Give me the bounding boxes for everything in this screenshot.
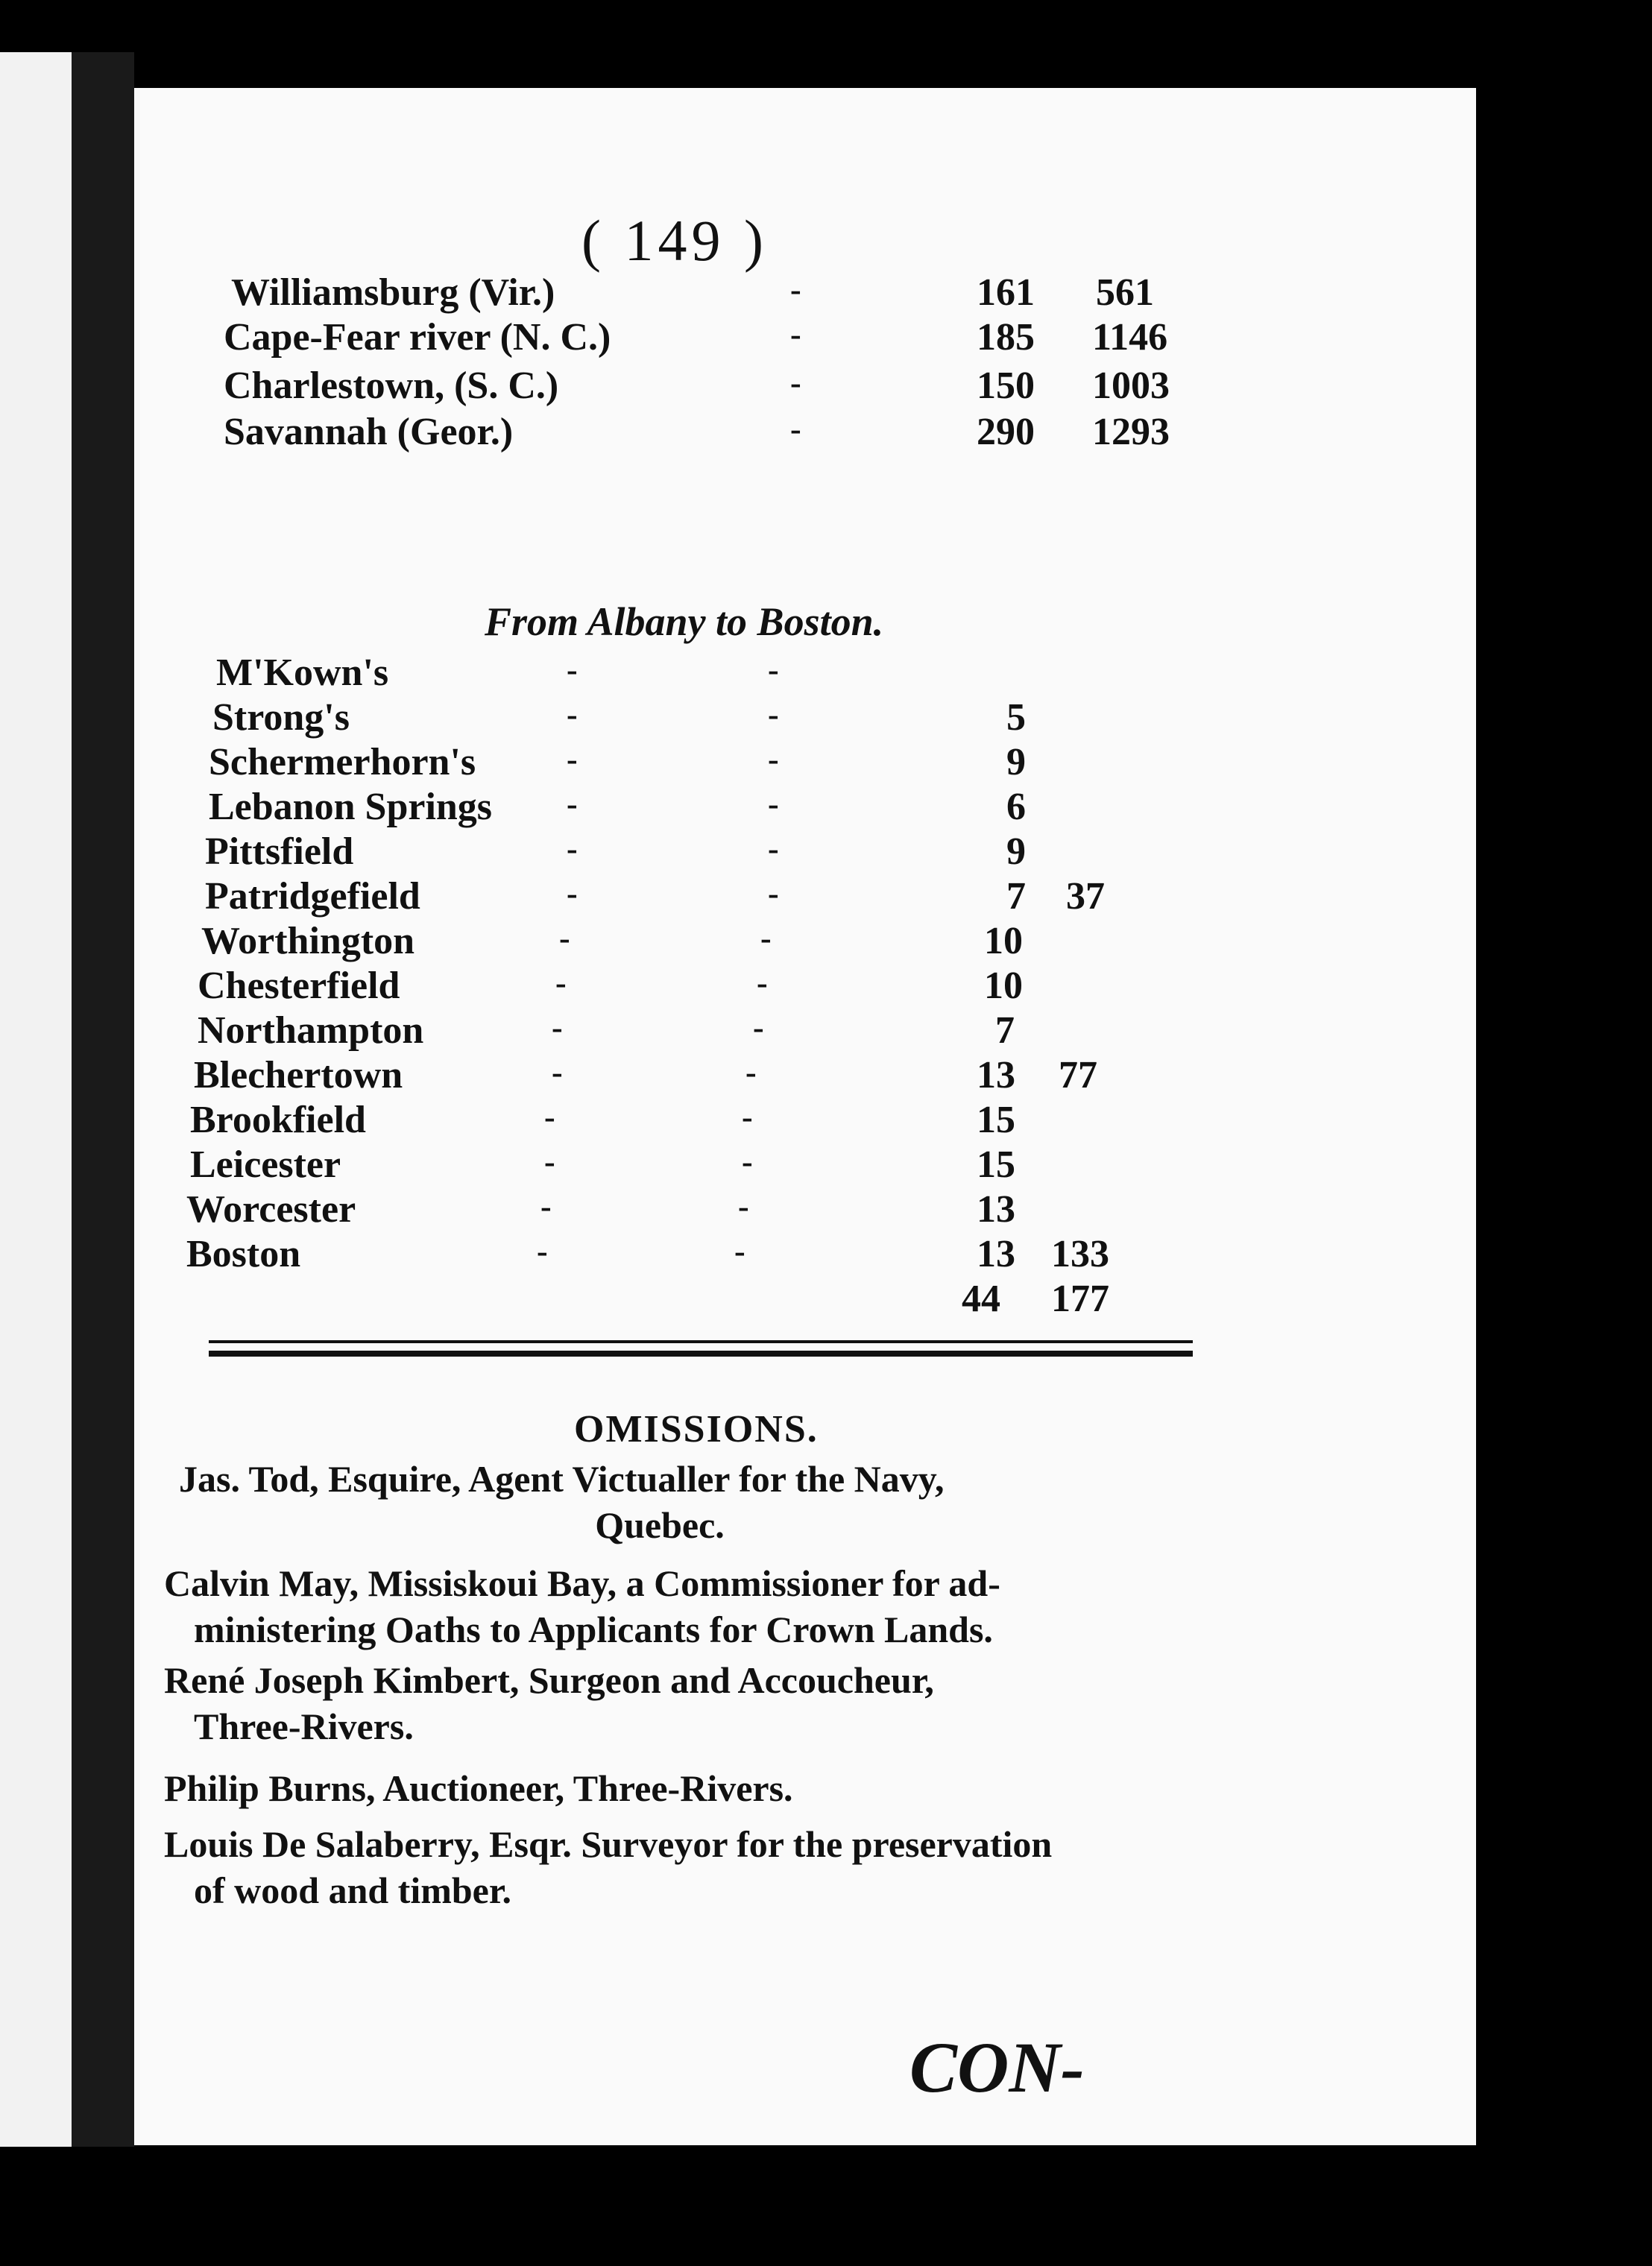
omission-entry <box>164 1560 1156 1653</box>
dash: - <box>567 875 578 912</box>
entry-line: Jas. Tod, Esquire, Agent Victualler for the Navy, <box>179 1458 945 1500</box>
place-name: Strong's <box>212 696 350 739</box>
place-name: Pittsfield <box>205 830 354 873</box>
route-row <box>134 1277 1476 1325</box>
distance: 13 <box>977 1233 1015 1275</box>
distance: 290 <box>977 411 1035 453</box>
distance: 7 <box>995 1009 1015 1052</box>
dash: - <box>768 741 779 777</box>
total: 177 <box>1051 1278 1109 1320</box>
book-gutter <box>72 52 134 2147</box>
route-row <box>134 874 1476 922</box>
route-row <box>134 785 1476 833</box>
distance: 9 <box>1006 741 1026 783</box>
rule-top <box>209 1340 1193 1343</box>
distance: 10 <box>984 920 1023 962</box>
distance: 10 <box>984 965 1023 1007</box>
route-row <box>134 830 1476 877</box>
dash: - <box>768 786 779 822</box>
dash: - <box>742 1143 753 1180</box>
route-row <box>134 740 1476 788</box>
place-name: Schermerhorn's <box>209 741 476 783</box>
route-row <box>134 315 1476 363</box>
route-row <box>134 1053 1476 1101</box>
place-name: Charlestown, (S. C.) <box>224 364 559 407</box>
route-row <box>134 1187 1476 1235</box>
place-name: Savannah (Geor.) <box>224 411 514 453</box>
route-row <box>134 695 1476 743</box>
place-name: Lebanon Springs <box>209 786 493 828</box>
distance: 13 <box>977 1188 1015 1231</box>
route-row <box>134 1143 1476 1190</box>
distance: 6 <box>1006 786 1026 828</box>
route-row <box>134 410 1476 458</box>
catchword: CON- <box>909 2027 1085 2107</box>
place-name: Boston <box>186 1233 301 1275</box>
omission-entry <box>164 1657 1156 1749</box>
dash: - <box>790 411 801 447</box>
dash: - <box>738 1188 749 1225</box>
dash: - <box>544 1099 555 1135</box>
distance: 15 <box>977 1099 1015 1141</box>
omission-entry <box>164 1821 1156 1913</box>
entry-line: Three-Rivers. <box>194 1705 414 1747</box>
route-row <box>134 271 1476 318</box>
facing-page-edge <box>0 52 72 2147</box>
dash: - <box>537 1233 548 1269</box>
place-name: Leicester <box>190 1143 341 1186</box>
place-name: Worcester <box>186 1188 356 1231</box>
dash: - <box>567 786 578 822</box>
total: 1293 <box>1092 411 1170 453</box>
dash: - <box>734 1233 745 1269</box>
dash: - <box>768 651 779 688</box>
route-row <box>134 1009 1476 1056</box>
place-name: Chesterfield <box>198 965 400 1007</box>
place-name: Cape-Fear river (N. C.) <box>224 316 611 359</box>
total: 133 <box>1051 1233 1109 1275</box>
route-row <box>134 651 1476 698</box>
total: 1146 <box>1092 316 1168 359</box>
dash: - <box>753 1009 764 1046</box>
total: 37 <box>1066 875 1105 918</box>
place-name: Brookfield <box>190 1099 366 1141</box>
distance: 185 <box>977 316 1035 359</box>
dash: - <box>567 651 578 688</box>
entry-line: Quebec. <box>595 1504 725 1546</box>
dash: - <box>790 316 801 353</box>
dash: - <box>768 875 779 912</box>
dash: - <box>768 830 779 867</box>
dash: - <box>742 1099 753 1135</box>
dash: - <box>552 1009 563 1046</box>
dash: - <box>760 920 772 956</box>
entry-line: Calvin May, Missiskoui Bay, a Commissioner for ad- <box>164 1562 1000 1604</box>
place-name: Blechertown <box>194 1054 403 1096</box>
dash: - <box>745 1054 757 1091</box>
place-name: M'Kown's <box>216 651 389 694</box>
total: 77 <box>1059 1054 1097 1096</box>
dash: - <box>768 696 779 733</box>
entry-line: ministering Oaths to Applicants for Crown Lands. <box>194 1609 993 1650</box>
dash: - <box>567 696 578 733</box>
distance: 5 <box>1006 696 1026 739</box>
route-row <box>134 919 1476 967</box>
dash: - <box>544 1143 555 1180</box>
dash: - <box>559 920 570 956</box>
dash: - <box>567 830 578 867</box>
distance: 161 <box>977 271 1035 314</box>
place-name: Patridgefield <box>205 875 420 918</box>
route-row <box>134 964 1476 1012</box>
dash: - <box>540 1188 552 1225</box>
route-row <box>134 364 1476 411</box>
entry-line: Louis De Salaberry, Esqr. Surveyor for the preservation <box>164 1823 1053 1865</box>
entry-line: René Joseph Kimbert, Surgeon and Accoucheur, <box>164 1659 934 1701</box>
place-name: Williamsburg (Vir.) <box>231 271 555 314</box>
distance: 44 <box>962 1278 1000 1320</box>
dash: - <box>555 965 567 1001</box>
omissions-heading: OMISSIONS. <box>574 1408 819 1451</box>
entry-line: of wood and timber. <box>194 1869 511 1911</box>
omission-entry <box>164 1456 1156 1548</box>
entry-line: Philip Burns, Auctioneer, Three-Rivers. <box>164 1767 793 1809</box>
route-row <box>134 1098 1476 1146</box>
total: 1003 <box>1092 364 1170 407</box>
book-page <box>134 88 1476 2145</box>
page-number: ( 149 ) <box>581 208 768 273</box>
rule-bottom <box>209 1351 1193 1357</box>
distance: 7 <box>1006 875 1026 918</box>
dash: - <box>790 271 801 308</box>
route-row <box>134 1232 1476 1280</box>
dash: - <box>757 965 768 1001</box>
dash: - <box>552 1054 563 1091</box>
distance: 13 <box>977 1054 1015 1096</box>
distance: 150 <box>977 364 1035 407</box>
place-name: Northampton <box>198 1009 424 1052</box>
distance: 15 <box>977 1143 1015 1186</box>
dash: - <box>790 364 801 401</box>
place-name: Worthington <box>201 920 415 962</box>
omission-entry <box>164 1765 1156 1811</box>
dash: - <box>567 741 578 777</box>
section-heading: From Albany to Boston. <box>485 599 884 644</box>
distance: 9 <box>1006 830 1026 873</box>
total: 561 <box>1096 271 1154 314</box>
